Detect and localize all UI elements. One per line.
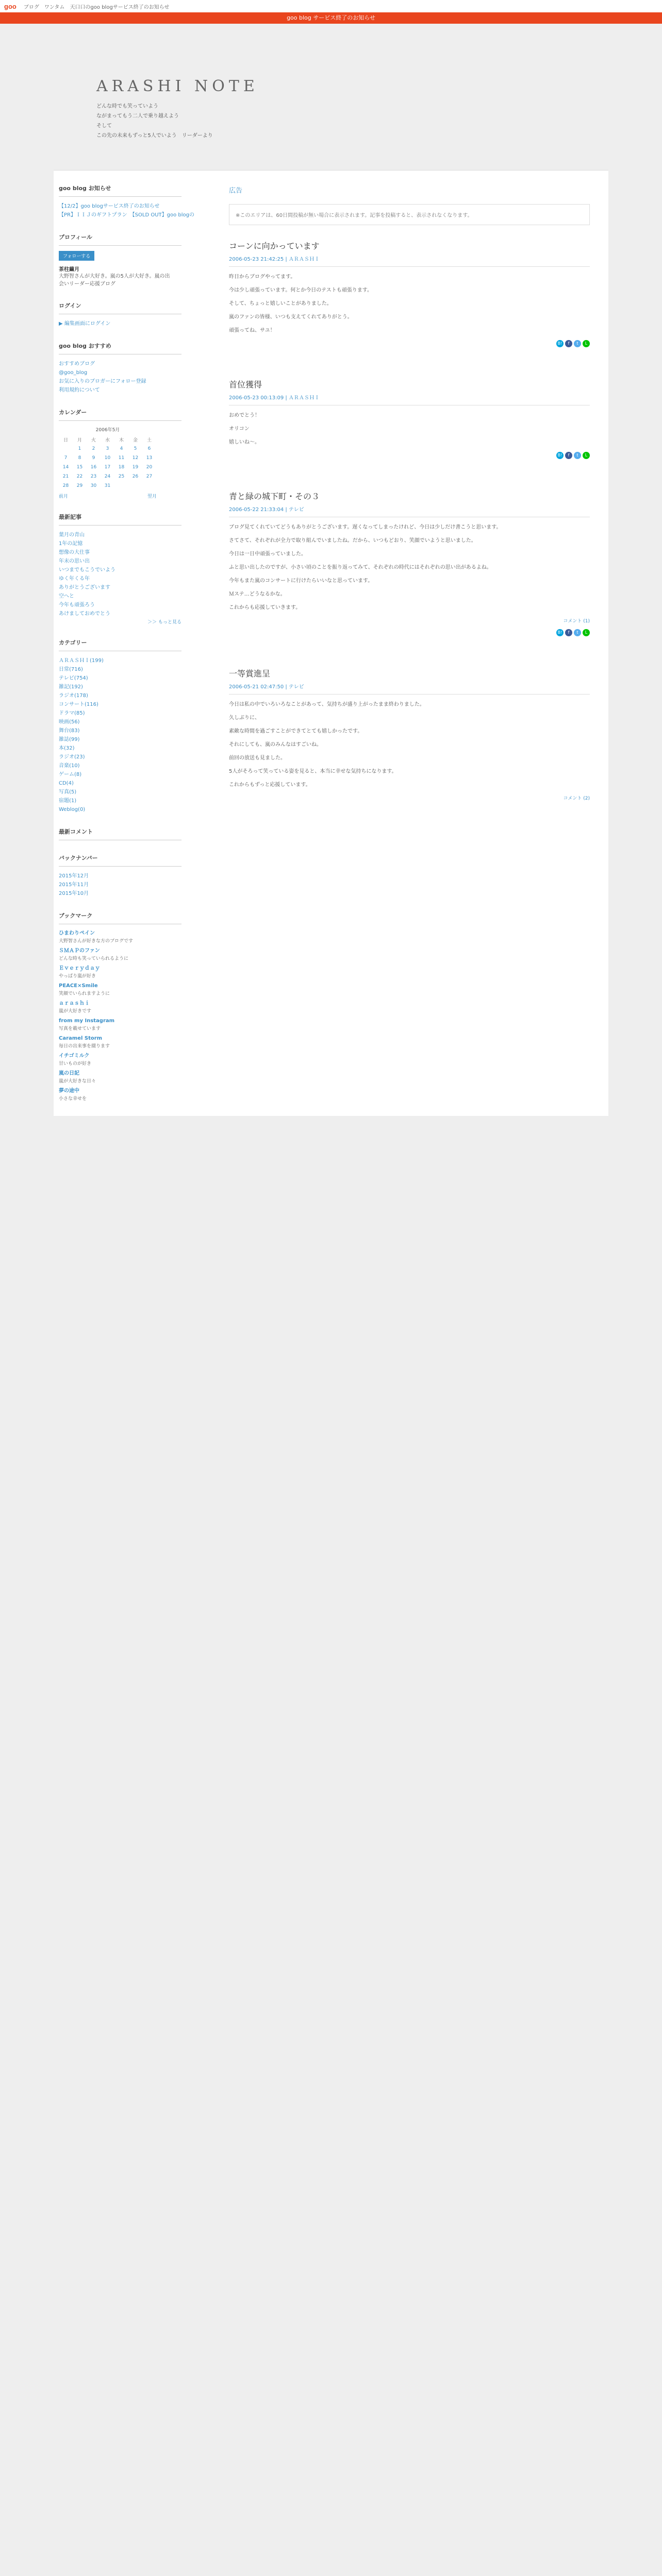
cal-head: 日 bbox=[63, 437, 68, 443]
cal-day[interactable]: 30 bbox=[90, 483, 97, 488]
cal-day[interactable]: 1 bbox=[78, 446, 81, 451]
inactive-notice-text: ※このエリアは、60日間投稿が無い場合に表示されます。記事を投稿すると、表示されなくなります。 bbox=[236, 213, 473, 218]
cal-day[interactable] bbox=[128, 481, 142, 490]
post-paragraph: これからもずっと応援しています。 bbox=[229, 782, 311, 788]
bookmark-link[interactable]: 嵐の日記 bbox=[59, 1071, 79, 1076]
section-title: カテゴリー bbox=[59, 638, 181, 651]
more-link[interactable]: ＞＞ もっと見る bbox=[147, 620, 181, 625]
comment-section bbox=[59, 827, 203, 840]
comment-link[interactable]: コメント (2) bbox=[563, 796, 590, 801]
post-paragraph: 今は少し頑張っています。何とか今日のテストも頑張ります。 bbox=[229, 287, 372, 293]
bookmark-desc: 笑顔でいられますように bbox=[59, 991, 110, 996]
blog-post bbox=[229, 667, 590, 801]
cal-day[interactable]: 28 bbox=[62, 483, 69, 488]
section-title: カレンダー bbox=[59, 408, 181, 421]
recommend-link[interactable]: @goo_blog bbox=[59, 370, 88, 376]
cal-day[interactable]: 9 bbox=[92, 455, 95, 461]
post-body bbox=[229, 523, 590, 612]
blog-title[interactable]: ARASHI NOTE bbox=[96, 77, 259, 95]
notice-link[interactable]: 【12/2】goo blogサービス終了のお知らせ bbox=[59, 204, 160, 209]
category-link[interactable]: ゲーム(8) bbox=[59, 772, 82, 777]
bookmark-desc: 毎日の出来事を綴ります bbox=[59, 1044, 110, 1049]
bookmark-link[interactable]: from my Instagram bbox=[59, 1018, 115, 1024]
recent-post-link[interactable]: 今年も頑張ろう bbox=[59, 602, 95, 608]
post-title[interactable]: 首位獲得 bbox=[229, 380, 262, 389]
category-link[interactable]: ＡＲＡＳＨＩ(199) bbox=[59, 658, 104, 664]
post-paragraph: Ｍステ…どうなるかな。 bbox=[229, 591, 286, 597]
recent-post-link[interactable]: 想像の大仕事 bbox=[59, 550, 90, 555]
blog-post bbox=[229, 240, 590, 347]
post-paragraph: 前回の放送も見ました。 bbox=[229, 755, 286, 761]
desc-line: そして bbox=[96, 123, 112, 129]
login-section bbox=[59, 301, 203, 328]
category-link[interactable]: テレビ(754) bbox=[59, 675, 88, 681]
cal-day[interactable]: 22 bbox=[76, 474, 83, 479]
bookmark-desc: 嵐が大好きな日々 bbox=[59, 1079, 96, 1084]
notice-link[interactable]: 【PR】ＩＩＪのギフトプラン 【SOLD OUT】goo blogの bbox=[59, 212, 195, 218]
bookmark-desc: やっぱり嵐が好き bbox=[59, 974, 96, 979]
recent-post-link[interactable]: 空へと bbox=[59, 594, 74, 599]
ad-label: 広告 bbox=[229, 187, 243, 195]
cal-day[interactable] bbox=[114, 481, 128, 490]
cal-day[interactable]: 10 bbox=[104, 455, 111, 461]
section-title: goo blog おすすめ bbox=[59, 342, 181, 354]
section-title: goo blog お知らせ bbox=[59, 184, 181, 197]
post-paragraph: ふと思い出したのですが、小さい頃のことを振り返ってみて、それぞれの時代にはそれぞれの思い出があるよね。 bbox=[229, 565, 492, 570]
profile-name[interactable]: 茶柱繭月 bbox=[59, 267, 79, 273]
cal-day[interactable]: 11 bbox=[118, 455, 125, 461]
calendar-month: 2006年5月 bbox=[95, 428, 120, 433]
bookmark-link[interactable]: イチゴミルク bbox=[59, 1053, 90, 1059]
gnav-link-blog[interactable]: ブログ bbox=[23, 4, 39, 10]
backnumber-link[interactable]: 2015年10月 bbox=[59, 891, 89, 896]
post-paragraph: 嵐のファンの皆様、いつも支えてくれてありがとう。 bbox=[229, 314, 353, 320]
cal-head: 水 bbox=[105, 437, 110, 443]
cal-day[interactable]: 27 bbox=[146, 474, 153, 479]
cal-day[interactable]: 3 bbox=[106, 446, 109, 451]
inactive-notice bbox=[229, 204, 590, 225]
post-paragraph: 嬉しいね～。 bbox=[229, 439, 260, 445]
category-link[interactable]: Weblog(0) bbox=[59, 807, 86, 812]
cal-day[interactable]: 25 bbox=[118, 474, 125, 479]
category-link[interactable]: 映画(56) bbox=[59, 719, 80, 725]
backnumber-section bbox=[59, 854, 203, 898]
share-twitter-icon[interactable]: t bbox=[574, 340, 581, 347]
recent-post-link[interactable]: 葉月の青山 bbox=[59, 532, 85, 538]
follow-button[interactable]: フォローする bbox=[59, 251, 94, 261]
category-link[interactable]: ラジオ(178) bbox=[59, 693, 88, 699]
recent-post-link[interactable]: あけましておめでとう bbox=[59, 611, 110, 617]
recent-post-link[interactable]: 年末の思い出 bbox=[59, 558, 90, 564]
cal-day[interactable]: 14 bbox=[62, 465, 69, 470]
cal-day[interactable] bbox=[142, 481, 156, 490]
post-body bbox=[229, 412, 590, 447]
post-paragraph: さてさて、それぞれが全力で取り組んでいましたね。だから、いつもどおり、笑顔でいようと思いました。 bbox=[229, 538, 476, 544]
share-buttons bbox=[229, 452, 590, 459]
post-paragraph: 頑張ってね、サユ！ bbox=[229, 328, 275, 333]
main-content bbox=[203, 171, 608, 1116]
post-paragraph: そして、ちょっと嬉しいことがありました。 bbox=[229, 301, 332, 307]
cal-day[interactable]: 23 bbox=[90, 474, 97, 479]
post-paragraph: 素敵な時間を過ごすことができてとても嬉しかったです。 bbox=[229, 728, 363, 734]
post-paragraph: 今日は私の中でいろいろなことがあって、気持ちが盛り上がったまま終わりました。 bbox=[229, 702, 425, 707]
share-hatena-icon[interactable]: B! bbox=[556, 629, 564, 636]
bookmark-desc: どんな時も笑っていられるように bbox=[59, 956, 129, 961]
blog-post bbox=[229, 378, 590, 459]
cal-day[interactable]: 17 bbox=[104, 465, 111, 470]
recent-post-link[interactable]: ゆく年くる年 bbox=[59, 576, 90, 582]
service-notice-text[interactable]: goo blog サービス終了のお知らせ bbox=[287, 14, 375, 21]
cal-day[interactable]: 4 bbox=[120, 446, 123, 451]
cal-head: 金 bbox=[133, 437, 138, 443]
bookmark-desc: 大野智さんが好きな方のブログです bbox=[59, 939, 134, 944]
cal-day[interactable] bbox=[59, 444, 73, 453]
page-wrapper bbox=[54, 35, 608, 1116]
cal-day[interactable]: 16 bbox=[90, 465, 97, 470]
bookmark-link[interactable]: Ｅｖｅｒｙｄａｙ bbox=[59, 965, 100, 971]
recent-post-link[interactable]: 1年の記憶 bbox=[59, 541, 83, 547]
post-title[interactable]: コーンに向かっています bbox=[229, 241, 320, 251]
post-title[interactable]: 青と緑の城下町・その３ bbox=[229, 492, 320, 501]
category-link[interactable]: 写真(5) bbox=[59, 789, 77, 795]
category-link[interactable]: CD(4) bbox=[59, 781, 74, 786]
calendar-section bbox=[59, 408, 203, 499]
gnav-link-2[interactable]: ワンタム bbox=[44, 4, 65, 10]
post-paragraph: これからも応援していきます。 bbox=[229, 605, 301, 611]
share-hatena-icon[interactable]: B! bbox=[556, 452, 564, 459]
bookmark-link[interactable]: Caramel Storm bbox=[59, 1036, 103, 1041]
bookmark-desc: 小さな幸せを bbox=[59, 1096, 87, 1101]
post-paragraph: それにしても、嵐のみんなはすごいね。 bbox=[229, 742, 322, 748]
calendar-nav bbox=[59, 493, 157, 499]
post-body bbox=[229, 273, 590, 335]
goo-logo[interactable]: goo bbox=[4, 2, 16, 10]
comment-link[interactable]: コメント (1) bbox=[563, 619, 590, 624]
share-twitter-icon[interactable]: t bbox=[574, 452, 581, 459]
desc-line: ながまってもう二人で乗り越えよう bbox=[96, 113, 179, 119]
share-buttons bbox=[229, 629, 590, 636]
post-paragraph: 昨日からブログやってます。 bbox=[229, 274, 296, 280]
post-paragraph: 5人がそろって笑っている姿を見ると、本当に幸せな気持ちになります。 bbox=[229, 769, 397, 774]
share-line-icon[interactable]: L bbox=[583, 452, 590, 459]
category-section bbox=[59, 638, 203, 814]
service-notice-bar[interactable] bbox=[0, 12, 662, 24]
share-twitter-icon[interactable]: t bbox=[574, 629, 581, 636]
post-paragraph: おめでとう！ bbox=[229, 413, 260, 418]
bookmark-desc: 甘いものが好き bbox=[59, 1061, 92, 1066]
section-title: 最新コメント bbox=[59, 827, 181, 840]
post-paragraph: ブログ見てくれていてどうもありがとうございます。遅くなってしまったけれど、今日は少しだけ書こうと思います。 bbox=[229, 524, 502, 530]
category-link[interactable]: ラジオ(23) bbox=[59, 754, 85, 760]
post-meta[interactable]: 2006-05-23 21:42:25 | ＡＲＡＳＨＩ bbox=[229, 255, 590, 267]
category-link[interactable]: ドラマ(85) bbox=[59, 710, 85, 716]
cal-head: 土 bbox=[146, 437, 152, 443]
cal-day[interactable]: 26 bbox=[132, 474, 139, 479]
recent-post-link[interactable]: いつまでもこうでいよう bbox=[59, 567, 115, 573]
post-paragraph: 今年もまた嵐のコンサートに行けたらいいなと思っています。 bbox=[229, 578, 373, 584]
section-title: 最新記事 bbox=[59, 513, 181, 526]
post-meta[interactable]: 2006-05-23 00:13:09 | ＡＲＡＳＨＩ bbox=[229, 393, 590, 405]
cal-day[interactable]: 19 bbox=[132, 465, 139, 470]
post-body bbox=[229, 701, 590, 789]
cal-head: 火 bbox=[91, 437, 96, 443]
sidebar bbox=[54, 171, 203, 1116]
bookmark-link[interactable]: PEACE×Smile bbox=[59, 983, 98, 989]
cal-day[interactable]: 21 bbox=[62, 474, 69, 479]
bookmark-link[interactable]: ａｒａｓｈｉ bbox=[59, 1001, 90, 1006]
post-paragraph: 久しぶりに、 bbox=[229, 715, 260, 721]
cal-day[interactable]: 24 bbox=[104, 474, 111, 479]
recommend-link[interactable]: おすすめブログ bbox=[59, 361, 95, 367]
cal-day[interactable]: 18 bbox=[118, 465, 125, 470]
blog-header bbox=[54, 35, 608, 171]
recommend-section bbox=[59, 342, 203, 395]
desc-line: この先の未来もずっと5人でいよう リーダーより bbox=[96, 133, 213, 139]
bookmark-link[interactable]: ＳＭＡＰのファン bbox=[59, 948, 100, 954]
section-title: プロフィール bbox=[59, 233, 181, 246]
share-hatena-icon[interactable]: B! bbox=[556, 340, 564, 347]
cal-day[interactable]: 12 bbox=[132, 455, 139, 461]
category-link[interactable]: コンサート(116) bbox=[59, 702, 98, 707]
post-title[interactable]: 一等賞進呈 bbox=[229, 669, 271, 679]
calendar-table bbox=[59, 435, 156, 490]
post-paragraph: オリコン bbox=[229, 426, 250, 432]
share-facebook-icon[interactable]: f bbox=[565, 340, 572, 347]
recent-post-link[interactable]: ありがとうございます bbox=[59, 585, 110, 590]
cal-day[interactable]: 20 bbox=[146, 465, 153, 470]
cal-day[interactable]: 31 bbox=[104, 483, 111, 488]
cal-day[interactable]: 15 bbox=[76, 465, 83, 470]
post-meta[interactable]: 2006-05-22 21:33:04 | テレビ bbox=[229, 505, 590, 517]
gnav-link-3[interactable]: 天口口のgoo blogサービス終了のお知らせ bbox=[70, 4, 170, 10]
bookmark-link[interactable]: ひまわりペイン bbox=[59, 930, 95, 936]
blog-post bbox=[229, 490, 590, 636]
blog-description bbox=[96, 101, 608, 141]
desc-line: どんな時でも笑っていよう bbox=[96, 104, 158, 109]
category-link[interactable]: 雑記(192) bbox=[59, 684, 83, 690]
share-facebook-icon[interactable]: f bbox=[565, 629, 572, 636]
cal-day[interactable]: 6 bbox=[147, 446, 151, 451]
recommend-link[interactable]: お気に入りのブロガーにフォロー登録 bbox=[59, 379, 146, 384]
cal-day[interactable]: 7 bbox=[64, 455, 68, 461]
cal-day[interactable]: 2 bbox=[92, 446, 95, 451]
section-title: ブックマーク bbox=[59, 911, 181, 924]
category-link[interactable]: 雑誌(99) bbox=[59, 737, 80, 742]
profile-section bbox=[59, 233, 203, 288]
bookmark-section bbox=[59, 911, 203, 1103]
cal-day[interactable]: 8 bbox=[78, 455, 81, 461]
category-link[interactable]: 舞台(83) bbox=[59, 728, 80, 734]
cal-head: 月 bbox=[77, 437, 82, 443]
category-link[interactable]: 音楽(10) bbox=[59, 763, 80, 769]
share-line-icon[interactable]: L bbox=[583, 629, 590, 636]
recommend-link[interactable]: 利用規約について bbox=[59, 387, 100, 393]
next-month-link[interactable]: 翌月 bbox=[147, 494, 157, 499]
category-link[interactable]: 日常(716) bbox=[59, 667, 83, 672]
category-link[interactable]: 宿題(1) bbox=[59, 798, 77, 804]
share-facebook-icon[interactable]: f bbox=[565, 452, 572, 459]
prev-month-link[interactable]: 前月 bbox=[59, 494, 69, 499]
bookmark-desc: 写真を載せています bbox=[59, 1026, 101, 1031]
share-buttons bbox=[229, 340, 590, 347]
bookmark-desc: 嵐が大好きです bbox=[59, 1009, 92, 1014]
cal-day[interactable]: 5 bbox=[134, 446, 137, 451]
share-line-icon[interactable]: L bbox=[583, 340, 590, 347]
post-meta[interactable]: 2006-05-21 02:47:50 | テレビ bbox=[229, 682, 590, 694]
cal-day[interactable]: 29 bbox=[76, 483, 83, 488]
recent-posts-section bbox=[59, 513, 203, 625]
cal-head: 木 bbox=[119, 437, 124, 443]
section-title: ログイン bbox=[59, 301, 181, 314]
global-nav bbox=[0, 0, 662, 12]
category-link[interactable]: 本(32) bbox=[59, 745, 75, 751]
backnumber-link[interactable]: 2015年11月 bbox=[59, 882, 89, 888]
cal-day[interactable]: 13 bbox=[146, 455, 153, 461]
profile-text: 大野智さんが大好き。嵐の5人が大好き。嵐の出会いリーダー応援ブログ bbox=[59, 274, 170, 287]
post-paragraph: 今日は一日中頑張っていました。 bbox=[229, 551, 306, 557]
backnumber-link[interactable]: 2015年12月 bbox=[59, 873, 89, 879]
login-link[interactable]: ▶ 編集画面にログイン bbox=[59, 321, 111, 327]
goo-notice-section bbox=[59, 184, 203, 219]
section-title: バックナンバー bbox=[59, 854, 181, 867]
bookmark-link[interactable]: 夢の途中 bbox=[59, 1088, 79, 1094]
